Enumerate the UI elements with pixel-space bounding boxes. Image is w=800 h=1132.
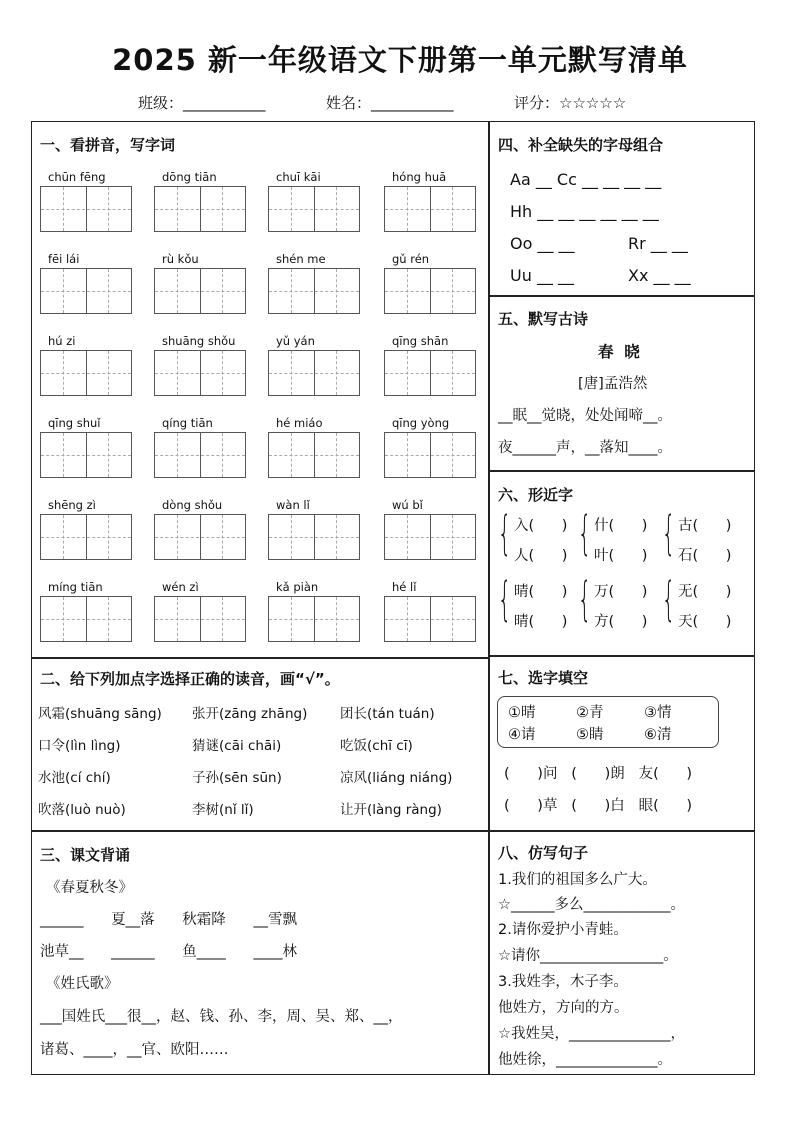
divider <box>488 470 755 472</box>
similar-character[interactable]: 入( ) <box>514 518 568 534</box>
divider <box>488 295 755 297</box>
character-options-box <box>497 696 719 748</box>
writing-grid[interactable] <box>40 514 132 560</box>
poem-author: [唐]孟浩然 <box>578 376 648 392</box>
sentence-line[interactable]: ☆______多么____________。 <box>498 897 685 913</box>
pronunciation-choice[interactable]: 凉风(liáng niáng) <box>340 770 453 786</box>
similar-character[interactable]: 方( ) <box>594 614 648 630</box>
pronunciation-choice[interactable]: 水池(cí chí) <box>38 770 111 786</box>
similar-character[interactable]: 人( ) <box>514 548 568 564</box>
pinyin-label: rù kǒu <box>162 252 199 266</box>
text-title: 《姓氏歌》 <box>46 976 119 992</box>
similar-character[interactable]: 叶( ) <box>594 548 648 564</box>
similar-character[interactable]: 什( ) <box>594 518 648 534</box>
sentence-line: 他姓方，方向的方。 <box>498 1000 629 1016</box>
brace-icon: { <box>498 572 512 626</box>
divider <box>488 655 755 657</box>
poem-title: 春 晓 <box>598 343 640 361</box>
brace-icon: { <box>662 506 676 560</box>
option: ⑤睛 <box>576 727 604 743</box>
writing-grid[interactable] <box>40 596 132 642</box>
score-field: 评分：☆☆☆☆☆ <box>514 94 627 112</box>
pronunciation-choice[interactable]: 风霜(shuāng sāng) <box>38 706 162 722</box>
pronunciation-choice[interactable]: 子孙(sēn sūn) <box>192 770 282 786</box>
section-5-heading: 五、默写古诗 <box>498 310 589 328</box>
pinyin-label: hú zi <box>48 334 76 348</box>
pinyin-label: yǔ yán <box>276 334 315 348</box>
worksheet <box>31 121 755 1075</box>
pinyin-label: qīng shān <box>392 334 449 348</box>
sentence-line[interactable]: ☆我姓吴，______________， <box>498 1026 685 1042</box>
pinyin-label: qīng yòng <box>392 416 450 430</box>
pinyin-label: fēi lái <box>48 252 80 266</box>
brace-icon: { <box>498 506 512 560</box>
brace-icon: { <box>578 572 592 626</box>
pronunciation-choice[interactable]: 李树(nǐ lǐ) <box>192 802 254 818</box>
writing-grid[interactable] <box>268 268 360 314</box>
pinyin-label: wén zì <box>162 580 199 594</box>
pronunciation-choice[interactable]: 让开(làng ràng) <box>340 802 442 818</box>
recitation-line[interactable]: ___国姓氏___很__，赵、钱、孙、李，周、吴、郑、__， <box>40 1009 403 1025</box>
pronunciation-choice[interactable]: 吹落(luò nuò) <box>38 802 126 818</box>
pronunciation-choice[interactable]: 吃饭(chī cī) <box>340 738 413 754</box>
similar-character[interactable]: 天( ) <box>678 614 732 630</box>
fill-line[interactable]: ( )草 ( )白 眼( ) <box>504 798 693 814</box>
pronunciation-choice[interactable]: 团长(tán tuán) <box>340 706 435 722</box>
alphabet-line[interactable]: Hh __ __ __ __ __ __ <box>510 202 659 221</box>
writing-grid[interactable] <box>154 596 246 642</box>
writing-grid[interactable] <box>384 596 476 642</box>
sentence-line[interactable]: 他姓徐，______________。 <box>498 1052 672 1068</box>
divider <box>32 830 488 832</box>
writing-grid[interactable] <box>154 514 246 560</box>
pinyin-label: hé miáo <box>276 416 323 430</box>
alphabet-line[interactable]: Rr __ __ <box>628 234 688 253</box>
similar-character[interactable]: 石( ) <box>678 548 732 564</box>
writing-grid[interactable] <box>384 432 476 478</box>
pinyin-label: hóng huā <box>392 170 447 184</box>
poem-line[interactable]: 夜______声，__落知____。 <box>498 440 672 456</box>
alphabet-line[interactable]: Xx __ __ <box>628 266 691 285</box>
section-7-heading: 七、选字填空 <box>498 669 589 687</box>
writing-grid[interactable] <box>40 350 132 396</box>
pinyin-label: qíng tiān <box>162 416 213 430</box>
writing-grid[interactable] <box>384 350 476 396</box>
poem-line[interactable]: __眠__觉晓，处处闻啼__。 <box>498 408 672 424</box>
writing-grid[interactable] <box>384 514 476 560</box>
section-4-heading: 四、补全缺失的字母组合 <box>498 136 664 154</box>
writing-grid[interactable] <box>384 268 476 314</box>
divider <box>488 830 755 832</box>
writing-grid[interactable] <box>154 268 246 314</box>
pinyin-label: wú bǐ <box>392 498 423 512</box>
pinyin-label: qīng shuǐ <box>48 416 101 430</box>
alphabet-line[interactable]: Oo __ __ <box>510 234 575 253</box>
sentence-line: 2.请你爱护小青蛙。 <box>498 922 628 938</box>
pinyin-label: kǎ piàn <box>276 580 319 594</box>
writing-grid[interactable] <box>268 432 360 478</box>
sentence-line[interactable]: ☆请你_________________。 <box>498 948 678 964</box>
writing-grid[interactable] <box>154 432 246 478</box>
pinyin-label: chuī kāi <box>276 170 321 184</box>
pinyin-label: míng tiān <box>48 580 103 594</box>
similar-character[interactable]: 无( ) <box>678 584 732 600</box>
brace-icon: { <box>578 506 592 560</box>
alphabet-line[interactable]: Aa __ Cc __ __ __ __ <box>510 170 662 189</box>
pronunciation-choice[interactable]: 口令(lìn lìng) <box>38 738 121 754</box>
writing-grid[interactable] <box>268 186 360 232</box>
writing-grid[interactable] <box>40 186 132 232</box>
pinyin-label: dōng tiān <box>162 170 217 184</box>
section-3-heading: 三、课文背诵 <box>40 846 131 864</box>
pronunciation-choice[interactable]: 猜谜(cāi chāi) <box>192 738 282 754</box>
brace-icon: { <box>662 572 676 626</box>
recitation-line[interactable]: 池草__ ______ 鱼____ ____林 <box>40 944 297 960</box>
option: ④请 <box>508 727 536 743</box>
alphabet-line[interactable]: Uu __ __ <box>510 266 575 285</box>
writing-grid[interactable] <box>268 596 360 642</box>
sentence-line: 3.我姓李，木子李。 <box>498 974 628 990</box>
pinyin-label: shēng zì <box>48 498 96 512</box>
section-2-heading: 二、给下列加点字选择正确的读音，画“√”。 <box>40 670 340 688</box>
writing-grid[interactable] <box>154 186 246 232</box>
similar-character[interactable]: 晴( ) <box>514 584 568 600</box>
writing-grid[interactable] <box>40 268 132 314</box>
column-divider <box>488 122 490 1074</box>
option: ③情 <box>644 705 672 721</box>
pronunciation-choice[interactable]: 张开(zāng zhāng) <box>192 706 308 722</box>
pinyin-label: shén me <box>276 252 326 266</box>
fill-line[interactable]: ( )问 ( )朗 友( ) <box>504 766 693 782</box>
writing-grid[interactable] <box>154 350 246 396</box>
divider <box>32 657 488 659</box>
section-1-heading: 一、看拼音，写字词 <box>40 136 176 154</box>
option: ②青 <box>576 705 604 721</box>
pinyin-label: chūn fēng <box>48 170 106 184</box>
writing-grid[interactable] <box>384 186 476 232</box>
similar-character[interactable]: 古( ) <box>678 518 732 534</box>
pinyin-label: wàn lǐ <box>276 498 310 512</box>
pinyin-label: hé lǐ <box>392 580 417 594</box>
pinyin-label: gǔ rén <box>392 252 430 266</box>
recitation-line[interactable]: 诸葛、____，__官、欧阳…… <box>40 1042 229 1058</box>
pinyin-label: shuāng shǒu <box>162 334 236 348</box>
similar-character[interactable]: 晴( ) <box>514 614 568 630</box>
writing-grid[interactable] <box>268 350 360 396</box>
class-field[interactable]: 班级：___________ <box>138 94 266 112</box>
writing-grid[interactable] <box>268 514 360 560</box>
similar-character[interactable]: 万( ) <box>594 584 648 600</box>
section-6-heading: 六、形近字 <box>498 486 574 504</box>
option: ⑥清 <box>644 727 672 743</box>
name-field[interactable]: 姓名：___________ <box>326 94 454 112</box>
recitation-line[interactable]: ______ 夏__落 秋霜降 __雪飘 <box>40 912 297 928</box>
writing-grid[interactable] <box>40 432 132 478</box>
page-title: 2025 新一年级语文下册第一单元默写清单 <box>112 43 688 77</box>
option: ①晴 <box>508 705 536 721</box>
text-title: 《春夏秋冬》 <box>46 880 133 896</box>
sentence-line: 1.我们的祖国多么广大。 <box>498 872 657 888</box>
pinyin-label: dòng shǒu <box>162 498 223 512</box>
section-8-heading: 八、仿写句子 <box>498 844 589 862</box>
